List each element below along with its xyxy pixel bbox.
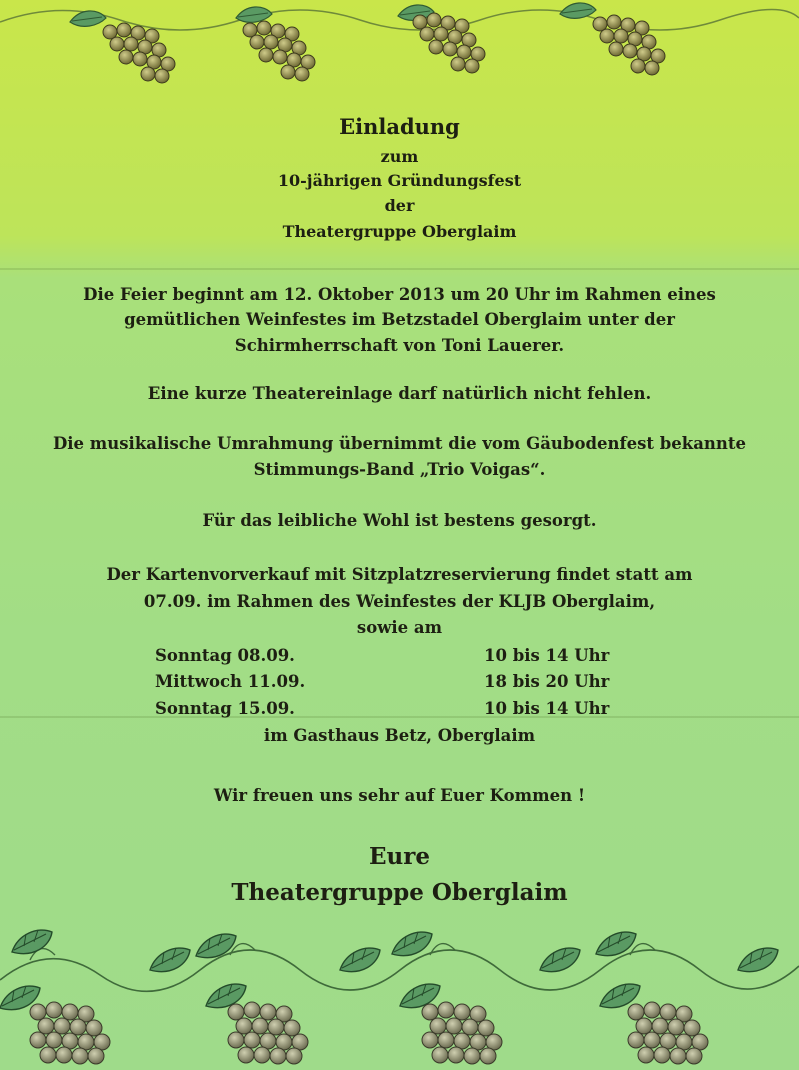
paper-fold	[0, 716, 799, 718]
paragraph-line: 07.09. im Rahmen des Weinfestes der KLJB Oberglaim,	[143, 592, 656, 611]
paragraph-line: Für das leibliche Wohl ist bestens gesorgt.	[202, 511, 597, 530]
venue-line: im Gasthaus Betz, Oberglaim	[263, 726, 536, 745]
heading-group-name: Theatergruppe Oberglaim	[282, 222, 517, 241]
schedule-time: 18 bis 20 Uhr	[484, 672, 610, 691]
invitation-title: Einladung	[339, 114, 460, 139]
paragraph-line: Die Feier beginnt am 12. Oktober 2013 um 20 Uhr im Rahmen eines	[83, 285, 716, 304]
grape-leaf-border-icon	[0, 920, 799, 1070]
signature-eure: Eure	[368, 843, 430, 870]
paragraph-line: Eine kurze Theatereinlage darf natürlich nicht fehlen.	[147, 384, 652, 403]
heading-line-fest: 10-jährigen Gründungsfest	[277, 171, 522, 190]
schedule-day: Sonntag 15.09.	[155, 699, 295, 718]
paragraph-line: gemütlichen Weinfestes im Betzstadel Oberglaim unter der	[124, 310, 675, 329]
schedule-time: 10 bis 14 Uhr	[484, 646, 610, 665]
signature-group: Theatergruppe Oberglaim	[231, 879, 568, 906]
paragraph-line: sowie am	[356, 618, 443, 637]
schedule-time: 10 bis 14 Uhr	[484, 699, 610, 718]
paragraph-line: Schirmherrschaft von Toni Lauerer.	[234, 336, 565, 355]
schedule-day: Mittwoch 11.09.	[155, 672, 306, 691]
heading-line-zum: zum	[380, 147, 419, 166]
paragraph-line: Die musikalische Umrahmung übernimmt die vom Gäubodenfest bekannte	[52, 434, 747, 453]
schedule-day: Sonntag 08.09.	[155, 646, 295, 665]
paper-fold	[0, 268, 799, 270]
closing-line: Wir freuen uns sehr auf Euer Kommen !	[213, 786, 586, 805]
heading-line-der: der	[384, 196, 415, 215]
grape-vine-icon	[0, 0, 799, 100]
paragraph-line: Stimmungs-Band „Trio Voigas“.	[253, 460, 546, 479]
paragraph-line: Der Kartenvorverkauf mit Sitzplatzreservierung findet statt am	[106, 565, 693, 584]
